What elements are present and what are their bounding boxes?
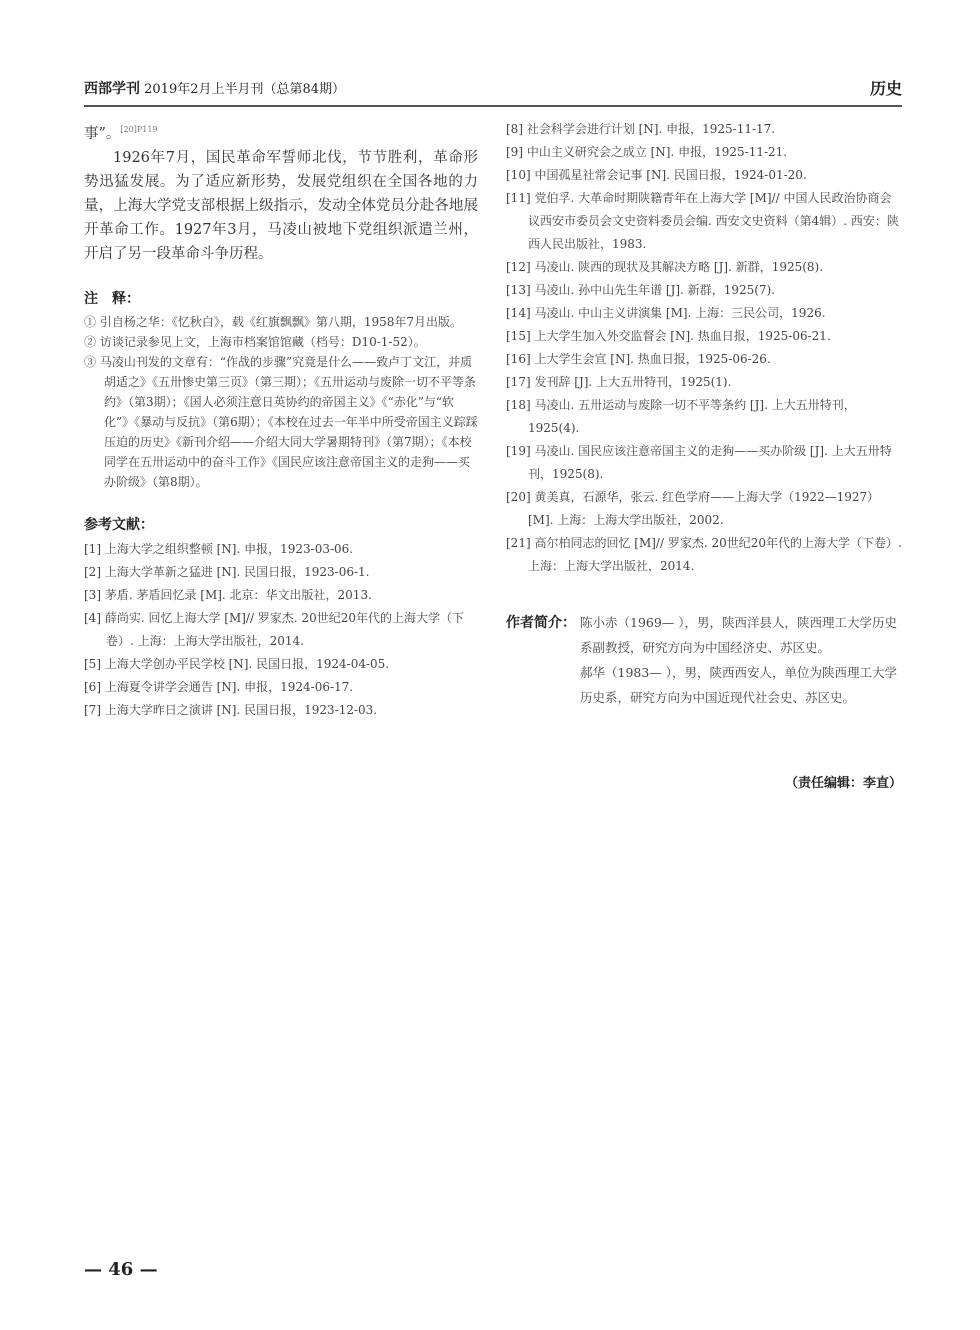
journal-issue: 2019年2月上半月刊（总第84期）: [144, 82, 346, 97]
reference-item: [11] 党伯孚. 大革命时期陕籍青年在上海大学 [M]// 中国人民政治协商会议西安市委员会文史资料委员会编. 西安文史资料（第4辑）. 西安：陕西人民出版社，1983.: [506, 191, 899, 251]
body-paragraph: 1926年7月，国民革命军誓师北伐，节节胜利，革命形势迅猛发展。为了适应新形势，发展党组织在全国各地的力量，上海大学党支部根据上级指示，发动全体党员分赴各地展开革命工作。1927年3月，马凌山被地下党组织派遣兰州，开启了另一段革命斗争历程。: [84, 149, 478, 262]
references-title: 参考文献：: [84, 516, 154, 533]
reference-item: [8] 社会科学会进行计划 [N]. 申报，1925-11-17.: [506, 122, 776, 136]
left-column: [84, 118, 478, 722]
reference-item: [9] 中山主义研究会之成立 [N]. 申报，1925-11-21.: [506, 145, 788, 159]
reference-item: [13] 马凌山. 孙中山先生年谱 [J]. 新群，1925(7).: [506, 283, 776, 297]
note-item: ① 引自杨之华：《忆秋白》，载《红旗飘飘》第八期，1958年7月出版。: [84, 314, 462, 329]
journal-name: 西部学刊: [84, 81, 140, 97]
header-divider: [84, 105, 902, 107]
author-bio: 陈小赤（1969— ），男，陕西洋县人，陕西理工大学历史系副教授，研究方向为中国经济史、苏区史。: [580, 615, 898, 655]
author-label: 作者简介：: [506, 615, 576, 631]
reference-item: [6] 上海夏令讲学会通告 [N]. 申报，1924-06-17.: [84, 679, 354, 694]
page-header: [84, 72, 902, 102]
reference-item: [17] 发刊辞 [J]. 上大五卅特刊，1925(1).: [506, 375, 732, 389]
reference-item: [21] 高尔柏同志的回忆 [M]// 罗家杰. 20世纪20年代的上海大学（下卷）. 上海：上海大学出版社，2014.: [506, 536, 902, 573]
reference-item: [15] 上大学生加入外交监督会 [N]. 热血日报，1925-06-21.: [506, 329, 831, 343]
reference-item: [1] 上海大学之组织整顿 [N]. 申报，1923-03-06.: [84, 541, 354, 556]
fragment-text: 事”。: [84, 125, 121, 142]
reference-item: [7] 上海大学昨日之演讲 [N]. 民国日报，1923-12-03.: [84, 702, 378, 717]
reference-item: [3] 茅盾. 茅盾回忆录 [M]. 北京：华文出版社，2013.: [84, 587, 372, 602]
reference-item: [4] 薛尚实. 回忆上海大学 [M]// 罗家杰. 20世纪20年代的上海大学（下卷）. 上海：上海大学出版社，2014.: [84, 610, 464, 648]
section-label: 历史: [869, 79, 902, 98]
notes-title: 注 释：: [84, 290, 140, 307]
reference-item: [16] 上大学生会宣 [N]. 热血日报，1925-06-26.: [506, 352, 771, 366]
reference-item: [10] 中国孤星社常会记事 [N]. 民国日报，1924-01-20.: [506, 168, 807, 182]
reference-item: [14] 马凌山. 中山主义讲演集 [M]. 上海：三民公司，1926.: [506, 306, 826, 320]
author-bio-text: [580, 610, 902, 710]
reference-item: [18] 马凌山. 五卅运动与废除一切不平等条约 [J]. 上大五卅特刊，1925(4).: [506, 398, 856, 435]
reference-item: [12] 马凌山. 陕西的现状及其解决方略 [J]. 新群，1925(8).: [506, 260, 824, 274]
reference-item: [19] 马凌山. 国民应该注意帝国主义的走狗——买办阶级 [J]. 上大五卅特刊，1925(8).: [506, 444, 892, 481]
header-journal-info: [84, 78, 345, 98]
citation-marker: [20]P119: [120, 125, 158, 134]
responsible-editor: （责任编辑：李直）: [784, 776, 902, 791]
author-bio: 郝华（1983— ），男，陕西西安人，单位为陕西理工大学历史系，研究方向为中国近现代社会史、苏区史。: [580, 665, 898, 705]
right-column: [506, 118, 902, 578]
author-bio-block: [506, 610, 902, 710]
reference-item: [20] 黄美真，石源华，张云. 红色学府——上海大学（1922—1927）[M]. 上海：上海大学出版社，2002.: [506, 490, 880, 527]
note-item: ② 访谈记录参见上文，上海市档案馆馆藏（档号：D10-1-52）。: [84, 334, 426, 349]
text-fragment: [84, 118, 478, 146]
note-item: ③ 马凌山刊发的文章有：“作战的步骤”究竟是什么——致卢丁文江，并质胡适之》《五卅惨史第三页》（第三期）；《五卅运动与废除一切不平等条约》（第3期）；《国人必须注意日英协约的帝国主义》《“赤化”与“软化”》《暴动与反抗》（第6期）；《本校在过去一年半中所受帝国主义踪踩压迫的历史》《新刊介绍——介绍大同大学暑期特刊》（第7期）；《本校同学在五卅运动中的奋斗工作》《国民应该注意帝国主义的走狗——买办阶级》（第8期）。: [84, 354, 478, 489]
page-number: — 46 —: [84, 1259, 158, 1280]
reference-item: [5] 上海大学创办平民学校 [N]. 民国日报，1924-04-05.: [84, 656, 390, 671]
reference-item: [2] 上海大学革新之猛进 [N]. 民国日报，1923-06-1.: [84, 564, 370, 579]
